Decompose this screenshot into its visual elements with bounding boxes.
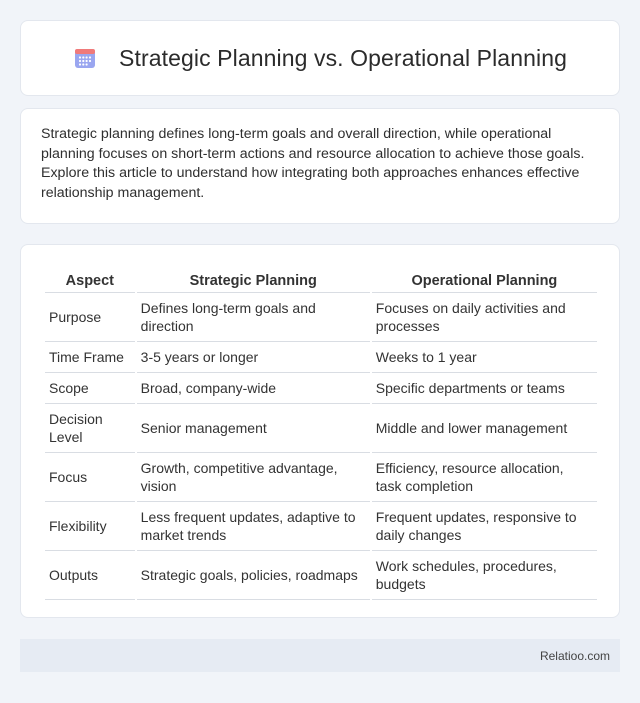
row-operational: Middle and lower management bbox=[372, 404, 597, 453]
row-strategic: Growth, competitive advantage, vision bbox=[137, 453, 370, 502]
row-strategic: Strategic goals, policies, roadmaps bbox=[137, 551, 370, 600]
table-row bbox=[45, 373, 597, 404]
row-operational: Specific departments or teams bbox=[372, 373, 597, 404]
row-aspect: Time Frame bbox=[45, 342, 135, 373]
row-operational: Efficiency, resource allocation, task completion bbox=[372, 453, 597, 502]
footer-brand[interactable]: Relatioo.com bbox=[539, 648, 610, 663]
row-strategic: Defines long-term goals and direction bbox=[137, 293, 370, 342]
table-row bbox=[45, 404, 597, 453]
table-row bbox=[45, 551, 597, 600]
footer bbox=[20, 639, 620, 672]
row-operational: Weeks to 1 year bbox=[372, 342, 597, 373]
row-aspect: Flexibility bbox=[45, 502, 135, 551]
row-aspect: Decision Level bbox=[45, 404, 135, 453]
header-operational: Operational Planning bbox=[372, 265, 597, 293]
table-row bbox=[45, 502, 597, 551]
table-row bbox=[45, 453, 597, 502]
page-title: Strategic Planning vs. Operational Planning bbox=[119, 44, 567, 71]
row-operational: Focuses on daily activities and processes bbox=[372, 293, 597, 342]
row-aspect: Focus bbox=[45, 453, 135, 502]
row-operational: Work schedules, procedures, budgets bbox=[372, 551, 597, 600]
row-aspect: Scope bbox=[45, 373, 135, 404]
row-aspect: Outputs bbox=[45, 551, 135, 600]
row-strategic: Broad, company-wide bbox=[137, 373, 370, 404]
title-card bbox=[20, 20, 620, 96]
table-header-row bbox=[45, 265, 597, 293]
comparison-table bbox=[43, 265, 599, 600]
row-aspect: Purpose bbox=[45, 293, 135, 342]
calendar-icon bbox=[73, 46, 97, 70]
row-strategic: Less frequent updates, adaptive to market trends bbox=[137, 502, 370, 551]
header-aspect: Aspect bbox=[45, 265, 135, 293]
table-row bbox=[45, 342, 597, 373]
intro-card bbox=[20, 108, 620, 224]
comparison-table-card bbox=[20, 244, 620, 618]
header-strategic: Strategic Planning bbox=[137, 265, 370, 293]
row-strategic: 3-5 years or longer bbox=[137, 342, 370, 373]
row-strategic: Senior management bbox=[137, 404, 370, 453]
intro-text: Strategic planning defines long-term goals and overall direction, while operational planning focuses on short-term actions and resource allocation to achieve those goals. Explore this article to understand how integrating both approaches enhances effective relationship management. bbox=[41, 126, 585, 201]
row-operational: Frequent updates, responsive to daily changes bbox=[372, 502, 597, 551]
table-row bbox=[45, 293, 597, 342]
